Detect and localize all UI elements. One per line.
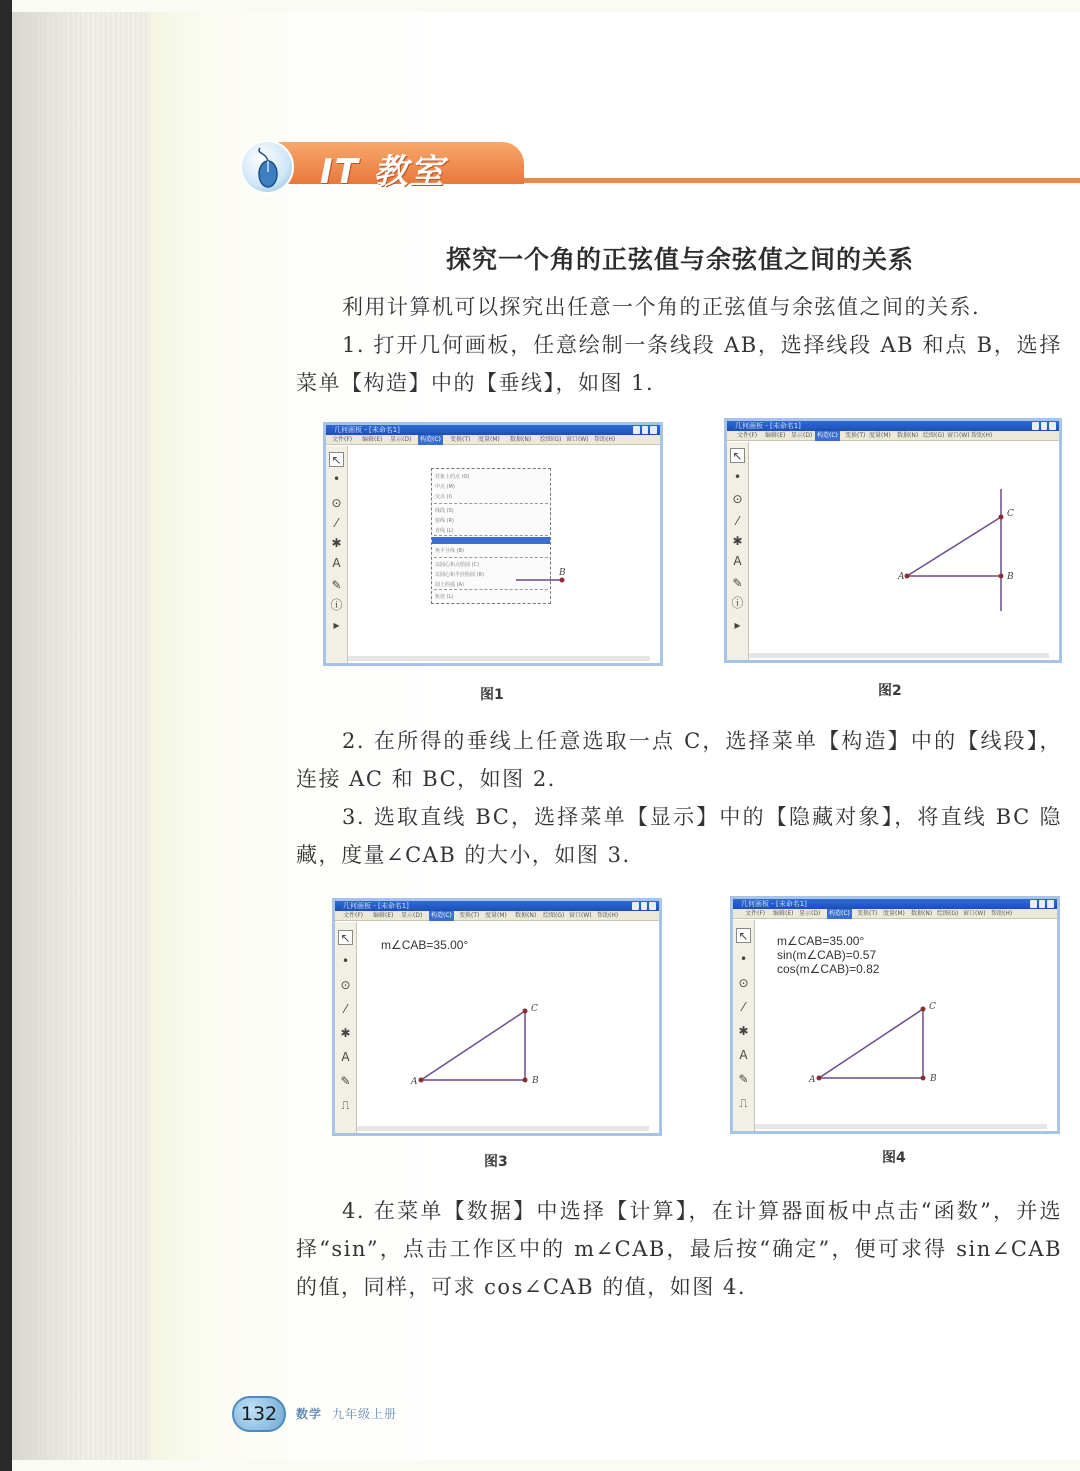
- info-tool-icon: ⓘ: [731, 596, 744, 610]
- figure-4-window: [730, 896, 1060, 1134]
- compass-tool-icon: ⊙: [331, 496, 342, 510]
- figure-1-drawing: [326, 425, 660, 663]
- point-b-label: B: [559, 568, 566, 578]
- figure-2-window: [724, 418, 1062, 663]
- polygon-tool-icon: ✱: [738, 1024, 749, 1038]
- menu-bar: 文件(F) 编辑(E) 显示(D) 构造(C) 变换(T) 度量(M) 数据(N) 绘图(G) 窗口(W) 帮助(H): [733, 909, 1057, 919]
- step-3: [296, 798, 1062, 874]
- line-tool-icon: ⁄: [742, 1000, 745, 1014]
- footer-subject: 数学: [296, 1407, 323, 1421]
- scanner-edge: [0, 0, 12, 1471]
- info-tool-icon: ⓘ: [330, 598, 343, 612]
- horizontal-scrollbar[interactable]: [348, 656, 650, 661]
- arrow-tool-icon: ↖: [338, 930, 353, 945]
- window-titlebar: 几何画板 - [未命名1]: [326, 425, 660, 435]
- arrow-tool-icon: ↖: [329, 452, 344, 467]
- page-number-badge: [232, 1396, 286, 1432]
- custom-tool-icon: ⎍: [739, 1096, 748, 1110]
- step-4-text: 4. 在菜单【数据】中选择【计算】，在计算器面板中点击“函数”，并选择“sin”，点击工作区中的 m∠CAB，最后按“确定”，便可求得 sin∠CAB 的值，同样，可求 cos∠CAB 的值，如图 4.: [296, 1199, 1062, 1299]
- figure-4-drawing: [733, 899, 1057, 1131]
- step-3-text: 3. 选取直线 BC，选择菜单【显示】中的【隐藏对象】，将直线 BC 隐藏，度量∠CAB 的大小，如图 3.: [296, 805, 1062, 867]
- point-tool-icon: •: [341, 954, 350, 968]
- arrow-tool-icon: ↖: [736, 928, 751, 943]
- construct-menu-dropdown: 对象上的点 (O) 中点 (M) 交点 (I) 线段 (S) 射线 (R) 直线 (L) 角平分线 (B) 以圆心和点绘圆 (C) 以圆心和半径绘圆 (R) 圆上的弧 (A) 轨迹 (L): [431, 468, 551, 604]
- arrow-tool-icon: ↖: [730, 448, 745, 463]
- marker-tool-icon: ✎: [732, 576, 743, 590]
- step-1-text: 1. 打开几何画板，任意绘制一条线段 AB，选择线段 AB 和点 B，选择菜单【构造】中的【垂线】，如图 1.: [296, 333, 1062, 395]
- marker-tool-icon: ✎: [331, 578, 342, 592]
- custom-tool-icon: ▸: [734, 618, 741, 632]
- compass-tool-icon: ⊙: [732, 492, 743, 506]
- custom-tool-icon: ▸: [333, 618, 340, 632]
- window-titlebar: 几何画板 - [未命名1]: [733, 899, 1057, 909]
- figure-3-caption: 图3: [484, 1154, 508, 1170]
- point-tool-icon: •: [332, 472, 341, 486]
- banner-title: IT 教室: [320, 152, 446, 192]
- text-tool-icon: A: [739, 1048, 748, 1062]
- text-tool-icon: A: [332, 556, 341, 570]
- step-2-text: 2. 在所得的垂线上任意选取一点 C，选择菜单【构造】中的【线段】，连接 AC 和 BC，如图 2.: [296, 729, 1062, 791]
- point-b-label: B: [1007, 572, 1014, 582]
- line-tool-icon: ⁄: [736, 514, 739, 528]
- polygon-tool-icon: ✱: [331, 536, 342, 550]
- point-c-label: C: [929, 1002, 936, 1012]
- step-4: [296, 1192, 1062, 1306]
- intro-paragraph: [296, 288, 1062, 326]
- horizontal-scrollbar[interactable]: [749, 653, 1049, 658]
- step-2: [296, 722, 1062, 798]
- intro-text: 利用计算机可以探究出任意一个角的正弦值与余弦值之间的关系.: [342, 295, 981, 319]
- point-a-label: A: [411, 1077, 418, 1087]
- step-1: [296, 326, 1062, 402]
- compass-tool-icon: ⊙: [340, 978, 351, 992]
- horizontal-scrollbar[interactable]: [755, 1124, 1047, 1129]
- horizontal-scrollbar[interactable]: [357, 1126, 649, 1131]
- text-tool-icon: A: [733, 554, 742, 568]
- marker-tool-icon: ✎: [738, 1072, 749, 1086]
- menu-bar: 文件(F) 编辑(E) 显示(D) 构造(C) 变换(T) 度量(M) 数据(N) 绘图(G) 窗口(W) 帮助(H): [335, 911, 659, 921]
- figure-2-drawing: [727, 421, 1059, 660]
- figure-3-drawing: [335, 901, 659, 1133]
- line-tool-icon: ⁄: [344, 1002, 347, 1016]
- point-a-label: A: [809, 1075, 816, 1085]
- mouse-icon: [240, 140, 294, 194]
- point-a-label: A: [898, 572, 905, 582]
- menu-bar: 文件(F) 编辑(E) 显示(D) 构造(C) 变换(T) 度量(M) 数据(N) 绘图(G) 窗口(W) 帮助(H): [727, 431, 1059, 441]
- compass-tool-icon: ⊙: [738, 976, 749, 990]
- sin-measure[interactable]: sin(m∠CAB)=0.57: [777, 948, 877, 962]
- marker-tool-icon: ✎: [340, 1074, 351, 1088]
- polygon-tool-icon: ✱: [340, 1026, 351, 1040]
- figure-1-caption: 图1: [480, 687, 504, 703]
- figure-1-window: [323, 422, 663, 666]
- point-tool-icon: •: [739, 952, 748, 966]
- section-title: 探究一个角的正弦值与余弦值之间的关系: [445, 245, 914, 274]
- menu-bar: 文件(F) 编辑(E) 显示(D) 构造(C) 变换(T) 度量(M) 数据(N) 绘图(G) 窗口(W) 帮助(H): [326, 435, 660, 445]
- cos-measure[interactable]: cos(m∠CAB)=0.82: [777, 962, 880, 976]
- footer-book-info: [296, 1405, 397, 1422]
- angle-measure[interactable]: m∠CAB=35.00°: [381, 938, 469, 952]
- footer-grade: 九年级上册: [332, 1407, 398, 1421]
- point-c-label: C: [531, 1004, 538, 1014]
- point-b-label: B: [930, 1074, 937, 1084]
- window-titlebar: 几何画板 - [未命名1]: [335, 901, 659, 911]
- custom-tool-icon: ⎍: [341, 1098, 350, 1112]
- text-tool-icon: A: [341, 1050, 350, 1064]
- figure-4-caption: 图4: [882, 1150, 906, 1166]
- point-b-label: B: [532, 1076, 539, 1086]
- page-stack-shadow: [12, 12, 82, 1460]
- angle-measure[interactable]: m∠CAB=35.00°: [777, 934, 865, 948]
- polygon-tool-icon: ✱: [732, 534, 743, 548]
- figure-3-window: [332, 898, 662, 1136]
- point-tool-icon: •: [733, 470, 742, 484]
- window-titlebar: 几何画板 - [未命名1]: [727, 421, 1059, 431]
- page-number: 132: [240, 1403, 278, 1425]
- point-c-label: C: [1007, 509, 1014, 519]
- line-tool-icon: ⁄: [335, 516, 338, 530]
- figure-2-caption: 图2: [878, 683, 902, 699]
